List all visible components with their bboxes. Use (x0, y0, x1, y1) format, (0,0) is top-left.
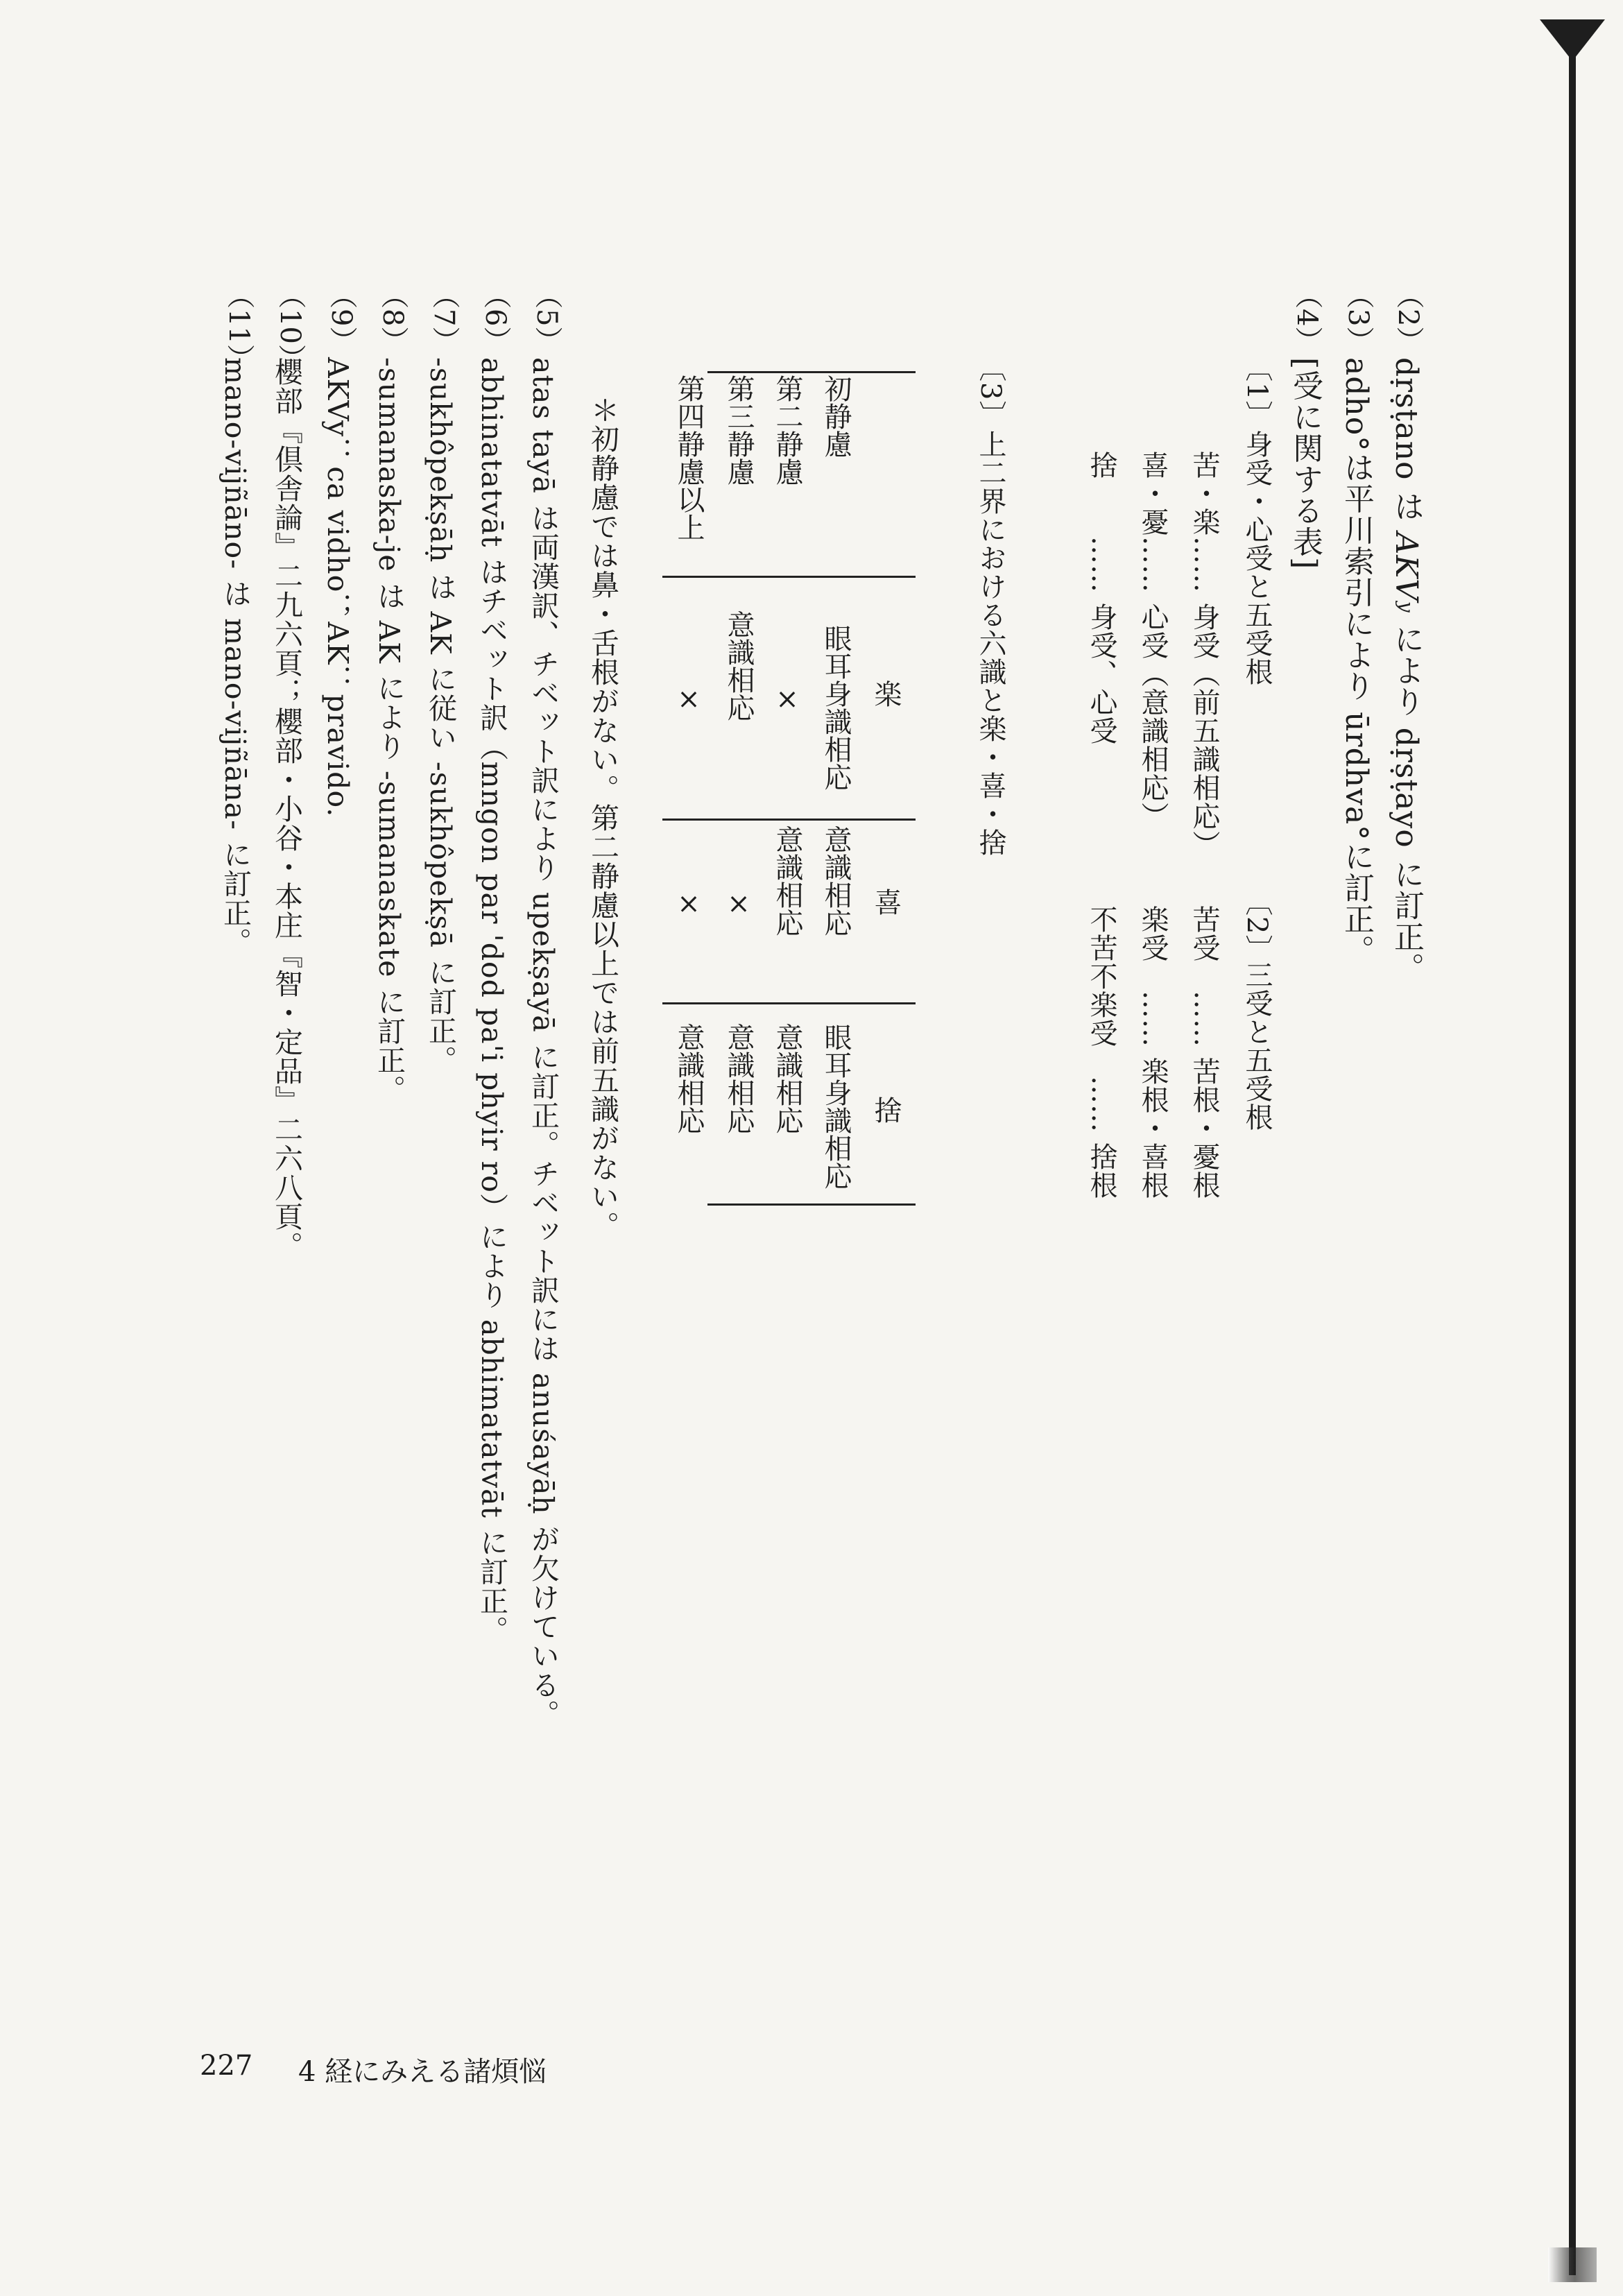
table3-header: 楽 (870, 680, 902, 708)
note-4-title: [受に関する表] (1287, 357, 1323, 570)
note-10-number: （10） (274, 281, 306, 372)
table3-cell: 眼耳身識相応 (820, 624, 852, 791)
table1-row: 喜・憂…… 心受（意識相応） (1137, 451, 1169, 830)
note-4-number: （4） (1291, 281, 1323, 354)
table3-rule (662, 819, 916, 821)
note-6-number: （6） (479, 281, 511, 354)
table3-header: 捨 (870, 1096, 902, 1124)
table3-footnote: ＊初静慮では鼻・舌根がない。第二静慮以上では前五識がない。 (586, 395, 619, 1240)
table3-label: 〔3〕 (974, 354, 1006, 429)
table1-title: 身受・心受と五受根 (1241, 430, 1273, 686)
table3-cell: × (723, 888, 755, 920)
table3-rule (662, 1002, 916, 1004)
table1-row: 捨 …… 身受、心受 (1085, 451, 1117, 745)
table3-cell: × (673, 683, 705, 715)
note-2-number: （2） (1392, 281, 1424, 354)
note-2-text: dṛṣṭano は AKVy により dṛṣṭayo に訂正。 (1389, 357, 1424, 984)
table3-cell: 意識相応 (723, 610, 755, 721)
note-6-text: abhinatatvāt はチベット訳（mngon par 'dod pa'i phyir ro）により abhimatatvāt に訂正。 (475, 357, 508, 1645)
table3-rule-top (707, 371, 916, 373)
table3-rule-bottom (707, 1203, 916, 1206)
table3-cell: 意識相応 (771, 1023, 803, 1134)
note-9-text: AKVy：ca vidho；AK：pravido. (321, 357, 354, 818)
table2-title: 三受と五受根 (1241, 961, 1273, 1131)
table2-row: 不苦不楽受 …… 捨根 (1085, 905, 1117, 1199)
note-5-text: atas tayā は両漢訳、チベット訳により upekṣayā に訂正。チベット訳には anuśayāḥ が欠けている。 (526, 357, 560, 1729)
table3-row-label: 第四静慮以上 (673, 375, 705, 541)
note-8-text: -sumanaska-je は AK により -sumanaskate に訂正。 (372, 357, 406, 1104)
note-7-text: -sukhôpekṣāḥ は AK に従い -sukhôpekṣā に訂正。 (424, 357, 457, 1074)
note-11-number: （11） (223, 281, 255, 372)
note-11-text: mano-vijñāno- は mano-vijñāna- に訂正。 (218, 357, 252, 957)
table3-cell: × (771, 683, 803, 715)
table3-cell: 意識相応 (673, 1023, 705, 1134)
table3-row-label: 初静慮 (820, 375, 852, 458)
page-number: 227 (200, 2050, 253, 2082)
note-9-number: （9） (325, 281, 357, 354)
table1-row: 苦・楽…… 身受（前五識相応） (1188, 451, 1220, 859)
table3-rule (662, 576, 916, 578)
note-3-number: （3） (1342, 281, 1374, 354)
chapter-title: 4 経にみえる諸煩悩 (298, 2056, 547, 2088)
table3-title: 上二界における六識と楽・喜・捨 (974, 430, 1006, 857)
table3-cell: 意識相応 (771, 825, 803, 936)
table3-cell: × (673, 888, 705, 920)
table2-row: 苦受 …… 苦根・憂根 (1188, 905, 1220, 1199)
table3-header: 喜 (870, 888, 902, 916)
table1-label: 〔1〕 (1241, 354, 1273, 429)
note-7-number: （7） (428, 281, 460, 354)
note-3-text: adho°は平川索引により ūrdhva°に訂正。 (1339, 357, 1374, 966)
note-10-text: 櫻部『倶舎論』二九六頁；櫻部・小谷・本庄『智・定品』二六八頁。 (270, 357, 303, 1260)
table3-cell: 意識相応 (820, 825, 852, 936)
binding-line (1569, 28, 1576, 2275)
table3-cell: 眼耳身識相応 (820, 1023, 852, 1190)
table3-cell: 意識相応 (723, 1023, 755, 1134)
table2-row: 楽受 …… 楽根・喜根 (1137, 905, 1169, 1199)
table3-row-label: 第三静慮 (723, 375, 755, 486)
table2-label: 〔2〕 (1241, 888, 1273, 963)
table3-row-label: 第二静慮 (771, 375, 803, 486)
note-5-number: （5） (531, 281, 563, 354)
note-8-number: （8） (377, 281, 409, 354)
binding-bottom-mark (1548, 2247, 1597, 2282)
